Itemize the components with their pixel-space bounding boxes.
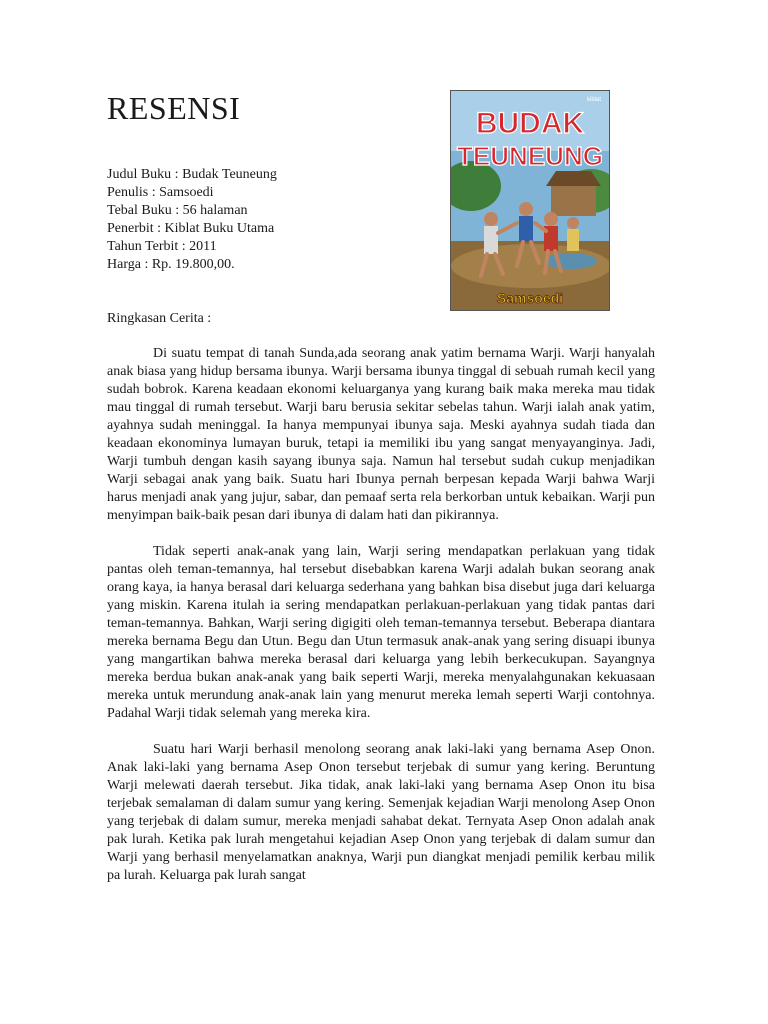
meta-publisher: Penerbit : Kiblat Buku Utama <box>107 221 275 236</box>
book-metadata <box>107 166 277 274</box>
meta-title: Judul Buku : Budak Teuneung <box>107 167 277 182</box>
cover-publisher-mark: kiblat <box>586 97 601 103</box>
document-title: RESENSI <box>107 90 241 126</box>
summary-label: Ringkasan Cerita : <box>107 311 212 326</box>
cover-title-line2: TEUNEUNG <box>457 141 603 171</box>
paragraph: Di suatu tempat di tanah Sunda,ada seorang anak yatim bernama Warji. Warji hanyalah anak biasa yang hidup bersama ibunya. Warji bersama ibunya tinggal di sebuah rumah kecil yang sudah bobrok. Karena keadaan ekonomi keluarganya yang kurang baik maka mereka mau tidak mau tinggal di rumah tersebut. Warji baru berusia sekitar sebelas tahun. Warji ialah anak yatim, ayahnya sudah meninggal. Ia hanya mempunyai ibunya saja. Meski ayahnya sudah tiada dan keadaan ekonominya lumayan buruk, tetapi ia memiliki ibu yang sangat menyayanginya. Jadi, Warji tumbuh dengan kasih sayang ibunya saja. Namun hal tersebut sudah cukup menjadikan Warji sebagai anak yang baik. Suatu hari Ibunya pernah berpesan kepada Warji bahwa Warji harus menjadi anak yang jujur, sabar, dan pemaaf serta rela berkorban untuk kebaikan. Warji pun menyimpan baik-baik pesan dari ibunya di dalam hati dan pikirannya. <box>107 346 655 523</box>
paragraph: Tidak seperti anak-anak yang lain, Warji sering mendapatkan perlakuan yang tidak pantas oleh teman-temannya, hal tersebut disebabkan karena Warji adalah bukan seorang anak orang kaya, ia hanya berasal dari keluarga sederhana yang bahkan bisa disebut juga dari keluarga yang miskin. Karena itulah ia sering mendapatkan perlakuan-perlakuan yang tidak pantas dari teman-temannya. Bahkan, Warji sering digigiti oleh teman-temannya tersebut. Beberapa diantara mereka bernama Begu dan Utun. Begu dan Utun termasuk anak-anak yang sering disuapi ibunya yang mangartikan bahwa mereka berasal dari keluarga yang lebih berkecukupan. Sayangnya mereka berdua bukan anak-anak yang baik seperti Warji, mereka menyalahgunakan kekuasaan mereka untuk merundung anak-anak lain yang menurut mereka lemah seperti Warji contohnya. Padahal Warji tidak selemah yang mereka kira. <box>107 544 655 721</box>
cover-title-line1: BUDAK <box>475 107 585 140</box>
meta-author: Penulis : Samsoedi <box>107 185 214 200</box>
meta-price: Harga : Rp. 19.800,00. <box>107 257 235 272</box>
cover-author: Samsoedi <box>496 290 564 306</box>
book-cover-image <box>450 90 610 311</box>
meta-pages: Tebal Buku : 56 halaman <box>107 203 248 218</box>
paragraph: Suatu hari Warji berhasil menolong seorang anak laki-laki yang bernama Asep Onon. Anak laki-laki yang bernama Asep Onon tersebut terjebak di sumur yang kering. Beruntung Warji melewati daerah tersebut. Jika tidak, anak laki-laki yang bernama Asep Onon itu bisa terjebak semalaman di dalam sumur yang kering. Semenjak kejadian Warji menolong Asep Onon yang terjebak di dalam sumur, mereka menjadi sahabat dekat. Ternyata Asep Onon adalah anak pak lurah. Ketika pak lurah mengetahui kejadian Asep Onon yang terjebak di dalam sumur dan Warji yang berhasil menyelamatkan anaknya, Warji pun diangkat menjadi pemilik kerbau milik pa lurah. Keluarga pak lurah sangat <box>107 742 655 883</box>
summary-body <box>107 345 655 903</box>
meta-year: Tahun Terbit : 2011 <box>107 239 217 254</box>
